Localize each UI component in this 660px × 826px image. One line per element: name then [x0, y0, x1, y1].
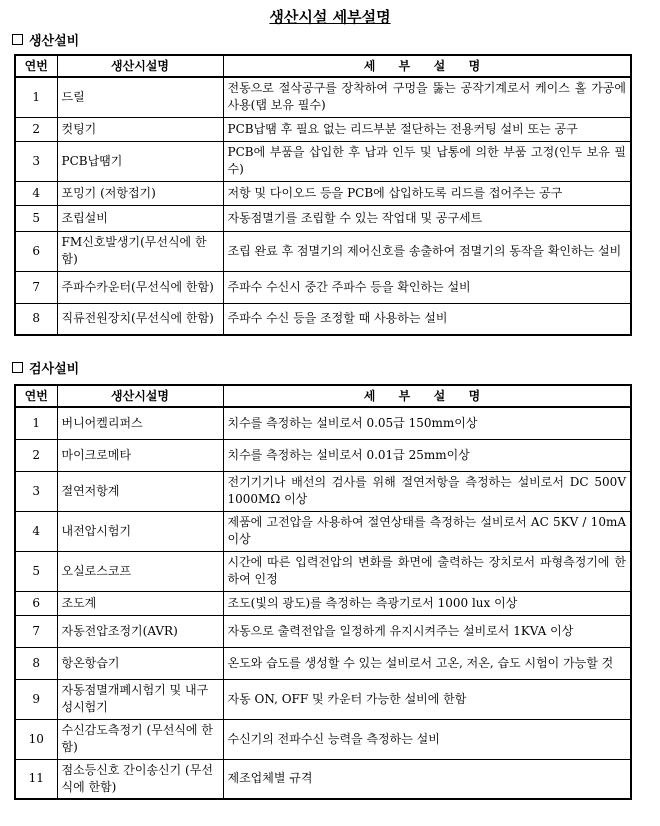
- row-desc: 조립 완료 후 점멸기의 제어신호를 송출하여 점멸기의 동작을 확인하는 설비: [223, 231, 631, 271]
- row-name: 조립설비: [57, 205, 223, 231]
- row-desc: 저항 및 다이오드 등을 PCB에 삽입하도록 리드를 접어주는 공구: [223, 181, 631, 205]
- table-row: [15, 439, 631, 471]
- row-no: 8: [15, 647, 57, 679]
- inspection-heading-label: 검사설비: [29, 362, 80, 377]
- row-no: 7: [15, 615, 57, 647]
- table-row: [15, 719, 631, 759]
- table-header-row: [15, 55, 631, 77]
- row-name: 조도계: [57, 591, 223, 615]
- production-table: [14, 54, 632, 336]
- header-name: 생산시설명: [57, 385, 223, 407]
- row-desc: 수신기의 전파수신 능력을 측정하는 설비: [223, 719, 631, 759]
- table-row: [15, 591, 631, 615]
- table-row: [15, 231, 631, 271]
- row-desc: 전기기기나 배선의 검사를 위해 절연저항을 측정하는 설비로서 DC 500V 1000MΩ 이상: [223, 471, 631, 511]
- table-row: [15, 679, 631, 719]
- header-no: 연번: [15, 385, 57, 407]
- row-name: 주파수카운터(무선식에 한함): [57, 271, 223, 303]
- header-name: 생산시설명: [57, 55, 223, 77]
- row-no: 9: [15, 679, 57, 719]
- inspection-section-heading: [12, 358, 79, 377]
- header-desc: 세 부 설 명: [223, 385, 631, 407]
- row-desc: 주파수 수신시 중간 주파수 등을 확인하는 설비: [223, 271, 631, 303]
- row-no: 6: [15, 231, 57, 271]
- table-row: [15, 77, 631, 117]
- production-section-heading: [12, 30, 79, 49]
- row-name: 컷팅기: [57, 117, 223, 141]
- table-header-row: [15, 385, 631, 407]
- row-desc: 자동점멸기를 조립할 수 있는 작업대 및 공구세트: [223, 205, 631, 231]
- row-desc: 제품에 고전압을 사용하여 절연상태를 측정하는 설비로서 AC 5KV / 10mA 이상: [223, 511, 631, 551]
- row-no: 5: [15, 551, 57, 591]
- row-desc: 치수를 측정하는 설비로서 0.01급 25mm이상: [223, 439, 631, 471]
- table-row: [15, 615, 631, 647]
- row-name: 항온항습기: [57, 647, 223, 679]
- row-desc: 주파수 수신 등을 조정할 때 사용하는 설비: [223, 303, 631, 335]
- table-row: [15, 205, 631, 231]
- row-desc: PCB에 부품을 삽입한 후 납과 인두 및 납통에 의한 부품 고정(인두 보유 필수): [223, 141, 631, 181]
- row-no: 1: [15, 77, 57, 117]
- row-no: 1: [15, 407, 57, 439]
- table-row: [15, 407, 631, 439]
- row-desc: 온도와 습도를 생성할 수 있는 설비로서 고온, 저온, 습도 시험이 가능할 것: [223, 647, 631, 679]
- row-no: 4: [15, 511, 57, 551]
- header-no: 연번: [15, 55, 57, 77]
- table-row: [15, 511, 631, 551]
- table-row: [15, 303, 631, 335]
- table-row: [15, 759, 631, 799]
- row-name: 수신감도측정기 (무선식에 한함): [57, 719, 223, 759]
- row-no: 2: [15, 117, 57, 141]
- row-no: 10: [15, 719, 57, 759]
- row-name: 내전압시험기: [57, 511, 223, 551]
- checkbox-icon: [12, 362, 23, 373]
- row-no: 7: [15, 271, 57, 303]
- row-desc: 조도(빛의 광도)를 측정하는 측광기로서 1000 lux 이상: [223, 591, 631, 615]
- row-name: 포밍기 (저항접기): [57, 181, 223, 205]
- row-name: PCB납땜기: [57, 141, 223, 181]
- table-row: [15, 181, 631, 205]
- row-name: FM신호발생기(무선식에 한함): [57, 231, 223, 271]
- row-name: 자동전압조정기(AVR): [57, 615, 223, 647]
- row-name: 직류전원장치(무선식에 한함): [57, 303, 223, 335]
- table-row: [15, 117, 631, 141]
- row-no: 5: [15, 205, 57, 231]
- row-desc: PCB납땜 후 필요 없는 리드부분 절단하는 전용커팅 설비 또는 공구: [223, 117, 631, 141]
- row-name: 점소등신호 간이송신기 (무선식에 한함): [57, 759, 223, 799]
- table-row: [15, 471, 631, 511]
- inspection-table: [14, 384, 632, 800]
- row-desc: 자동 ON, OFF 및 카운터 가능한 설비에 한함: [223, 679, 631, 719]
- row-no: 2: [15, 439, 57, 471]
- row-desc: 시간에 따른 입력전압의 변화를 화면에 출력하는 장치로서 파형측정기에 한하여 인정: [223, 551, 631, 591]
- row-no: 3: [15, 471, 57, 511]
- row-no: 11: [15, 759, 57, 799]
- table-row: [15, 647, 631, 679]
- row-no: 6: [15, 591, 57, 615]
- table-row: [15, 551, 631, 591]
- table-row: [15, 271, 631, 303]
- production-heading-label: 생산설비: [29, 34, 80, 49]
- row-name: 마이크로메타: [57, 439, 223, 471]
- header-desc: 세 부 설 명: [223, 55, 631, 77]
- row-desc: 제조업체별 규격: [223, 759, 631, 799]
- checkbox-icon: [12, 34, 23, 45]
- row-no: 3: [15, 141, 57, 181]
- table-row: [15, 141, 631, 181]
- row-name: 드릴: [57, 77, 223, 117]
- row-name: 버니어켈리퍼스: [57, 407, 223, 439]
- row-no: 4: [15, 181, 57, 205]
- row-name: 오실로스코프: [57, 551, 223, 591]
- row-desc: 치수를 측정하는 설비로서 0.05급 150mm이상: [223, 407, 631, 439]
- row-name: 절연저항계: [57, 471, 223, 511]
- row-desc: 자동으로 출력전압을 일정하게 유지시켜주는 설비로서 1KVA 이상: [223, 615, 631, 647]
- page-title: 생산시설 세부설명: [269, 8, 391, 26]
- row-desc: 전동으로 절삭공구를 장착하여 구멍을 뚫는 공작기계로서 케이스 홀 가공에 사용(탭 보유 필수): [223, 77, 631, 117]
- row-no: 8: [15, 303, 57, 335]
- row-name: 자동점멸개폐시험기 및 내구성시험기: [57, 679, 223, 719]
